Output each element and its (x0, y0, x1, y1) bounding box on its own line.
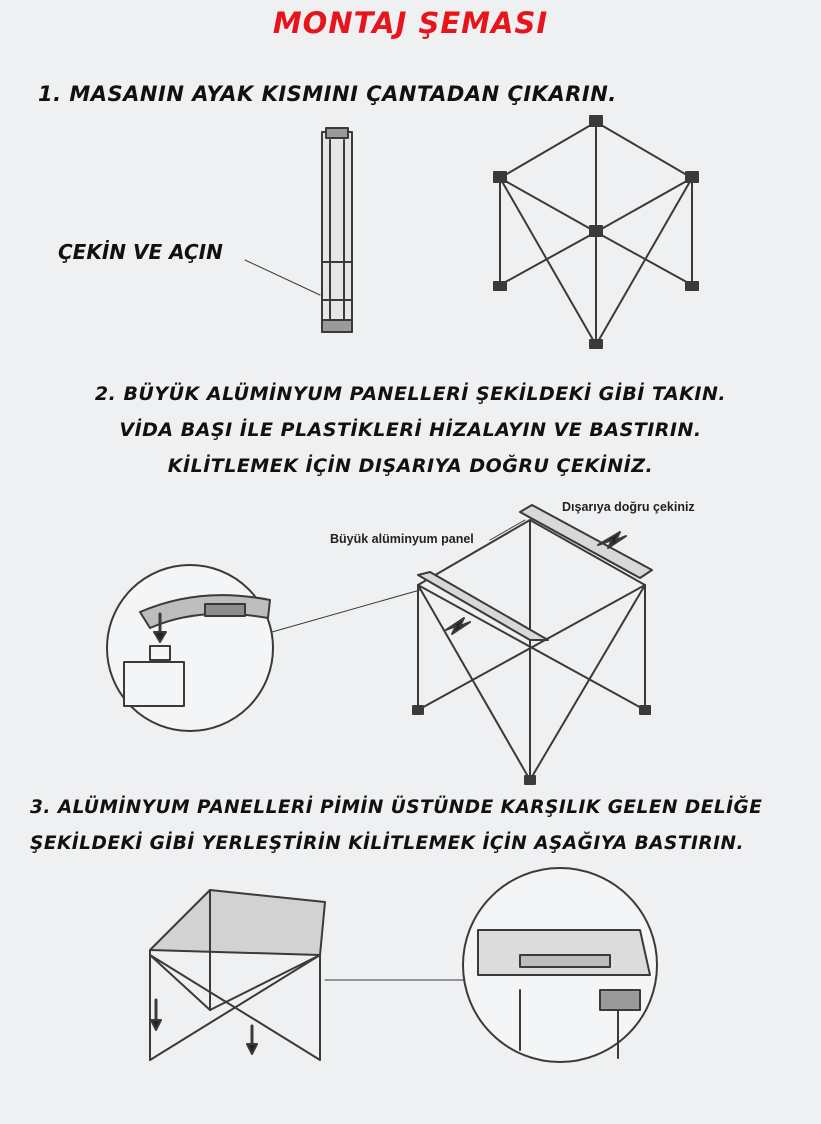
assembled-table-illustration (150, 890, 480, 1060)
pull-outward-label: Dışarıya doğru çekiniz (562, 500, 695, 514)
step-2-line-3: KİLİTLEMEK İÇİN DIŞARIYA DOĞRU ÇEKİNİZ. (167, 455, 654, 477)
step-1-instruction: 1. MASANIN AYAK KISMINI ÇANTADAN ÇIKARIN. (38, 82, 617, 106)
page-title: MONTAJ ŞEMASI (272, 6, 549, 40)
frame-with-panels-illustration (413, 505, 652, 784)
pull-and-open-callout: ÇEKİN VE AÇIN (58, 240, 223, 264)
step-3-line-1: 3. ALÜMİNYUM PANELLERİ PİMİN ÜSTÜNDE KARŞILIK GELEN DELİĞE (30, 797, 763, 818)
large-panel-label: Büyük alüminyum panel (330, 532, 474, 546)
pin-detail-illustration (463, 868, 657, 1062)
step-2-line-2: VİDA BAŞI İLE PLASTİKLERİ HİZALAYIN VE BASTIRIN. (119, 419, 702, 441)
opened-leg-frame-illustration (494, 116, 698, 348)
step-2-line-1: 2. BÜYÜK ALÜMİNYUM PANELLERİ ŞEKİLDEKİ GİBİ TAKIN. (94, 383, 727, 405)
screw-detail-illustration (107, 565, 420, 731)
folded-leg-illustration (245, 128, 352, 332)
step-3-line-2: ŞEKİLDEKİ GİBİ YERLEŞTİRİN KİLİTLEMEK İÇİN AŞAĞIYA BASTIRIN. (30, 833, 745, 854)
